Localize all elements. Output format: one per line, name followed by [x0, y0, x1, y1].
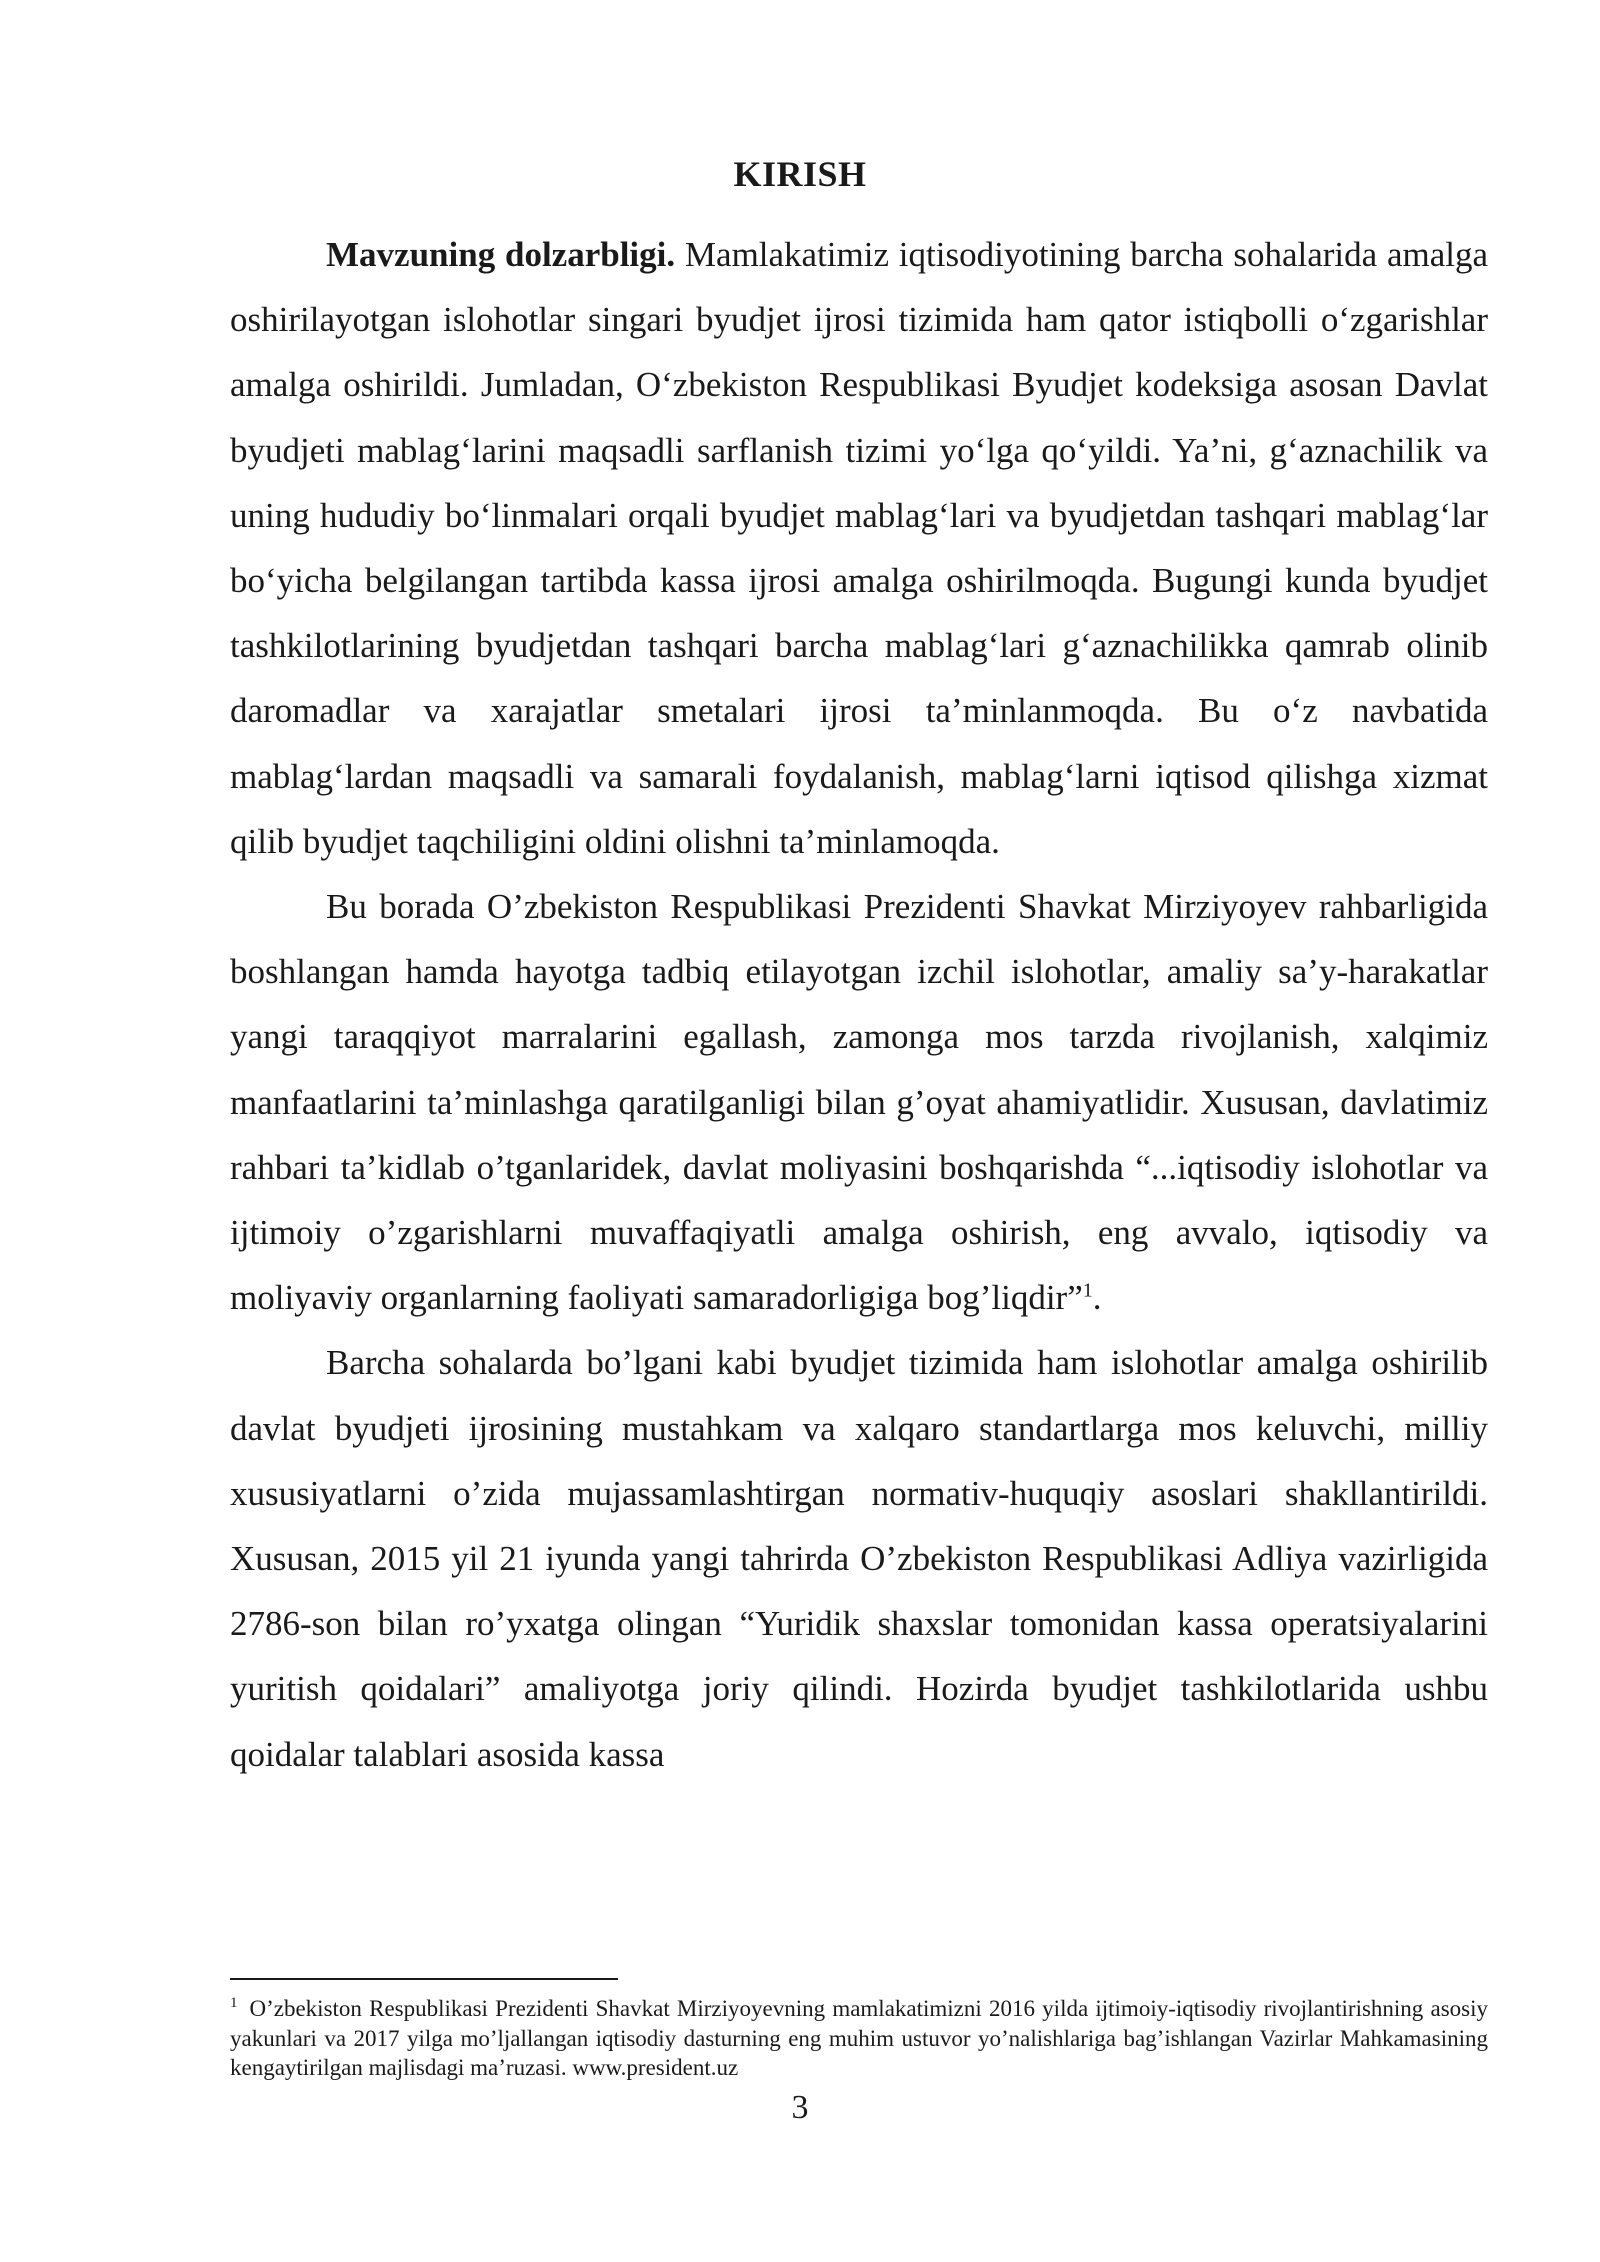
- footnote-text: O’zbekiston Respublikasi Prezidenti Shavkat Mirziyoyevning mamlakatimizni 2016 yilda ijtimoiy-iqtisodiy rivojlantirishning asosiy yakunlari va 2017 yilga mo’ljallangan iqtisodiy dasturning eng muhim ustuvor yo’nalishlariga bag’ishlangan Vazirlar Mahkamasining kengaytirilgan majlisdagi ma’ruzasi. www.president.uz: [230, 1996, 1488, 2080]
- paragraph-trailing: .: [1092, 1278, 1102, 1318]
- footnote-reference[interactable]: 1: [1082, 1279, 1093, 1302]
- paragraph-text: Bu borada O’zbekiston Respublikasi Prezidenti Shavkat Mirziyoyev rahbarligida boshlangan hamda hayotga tadbiq etilayotgan izchil islohotlar, amaliy sa’y-harakatlar yangi taraqqiyot marralarini egallash, zamonga mos tarzda rivojlanish, xalqimiz manfaatlarini ta’minlashga qaratilganligi bilan g’oyat ahamiyatlidir. Xususan, davlatimiz rahbari ta’kidlab o’tganlaridek, davlat moliyasini boshqarishda “...iqtisodiy islohotlar va ijtimoiy o’zgarishlarni muvaffaqiyatli amalga oshirish, eng avvalo, iqtisodiy va moliyaviy organlarning faoliyati samaradorligiga bog’liqdir”: [230, 887, 1488, 1318]
- paragraph-lead: Mavzuning dolzarbligi.: [326, 235, 676, 274]
- paragraph-reforms: [230, 1330, 1488, 1786]
- section-heading: KIRISH: [733, 154, 867, 194]
- page-number: 3: [791, 2089, 809, 2126]
- body-text: [230, 222, 1488, 1787]
- footnote-separator: [230, 1978, 618, 1980]
- paragraph-text: Mamlakatimiz iqtisodiyotining barcha sohalarida amalga oshirilayotgan islohotlar singari byudjet ijrosi tizimida ham qator istiqbolli o‘zgarishlar amalga oshirildi. Jumladan, O‘zbekiston Respublikasi Byudjet kodeksiga asosan Davlat byudjeti mablag‘larini maqsadli sarflanish tizimi yo‘lga qo‘yildi. Ya’ni, g‘aznachilik va uning hududiy bo‘linmalari orqali byudjet mablag‘lari va byudjetdan tashqari mablag‘lar bo‘yicha belgilangan tartibda kassa ijrosi amalga oshirilmoqda. Bugungi kunda byudjet tashkilotlarining byudjetdan tashqari barcha mablag‘lari g‘aznachilikka qamrab olinib daromadlar va xarajatlar smetalari ijrosi ta’minlanmoqda. Bu o‘z navbatida mablag‘lardan maqsadli va samarali foydalanish, mablag‘larni iqtisod qilishga xizmat qilib byudjet taqchiligini oldini olishni ta’minlamoqda.: [230, 235, 1488, 861]
- paragraph-president: [230, 874, 1488, 1330]
- footnote-entry: [230, 1994, 1488, 2083]
- paragraph-text: Barcha sohalarda bo’lgani kabi byudjet tizimida ham islohotlar amalga oshirilib davlat byudjeti ijrosining mustahkam va xalqaro standartlarga mos keluvchi, milliy xususiyatlarni o’zida mujassamlashtirgan normativ-huquqiy asoslari shakllantirildi. Xususan, 2015 yil 21 iyunda yangi tahrirda O’zbekiston Respublikasi Adliya vazirligida 2786-son bilan ro’yxatga olingan “Yuridik shaxslar tomonidan kassa operatsiyalarini yuritish qoidalari” amaliyotga joriy qilindi. Hozirda byudjet tashkilotlarida ushbu qoidalar talablari asosida kassa: [230, 1343, 1488, 1774]
- footnote-number: 1: [230, 1995, 238, 2012]
- paragraph-relevance: [230, 222, 1488, 874]
- footnote: [230, 1994, 1488, 2083]
